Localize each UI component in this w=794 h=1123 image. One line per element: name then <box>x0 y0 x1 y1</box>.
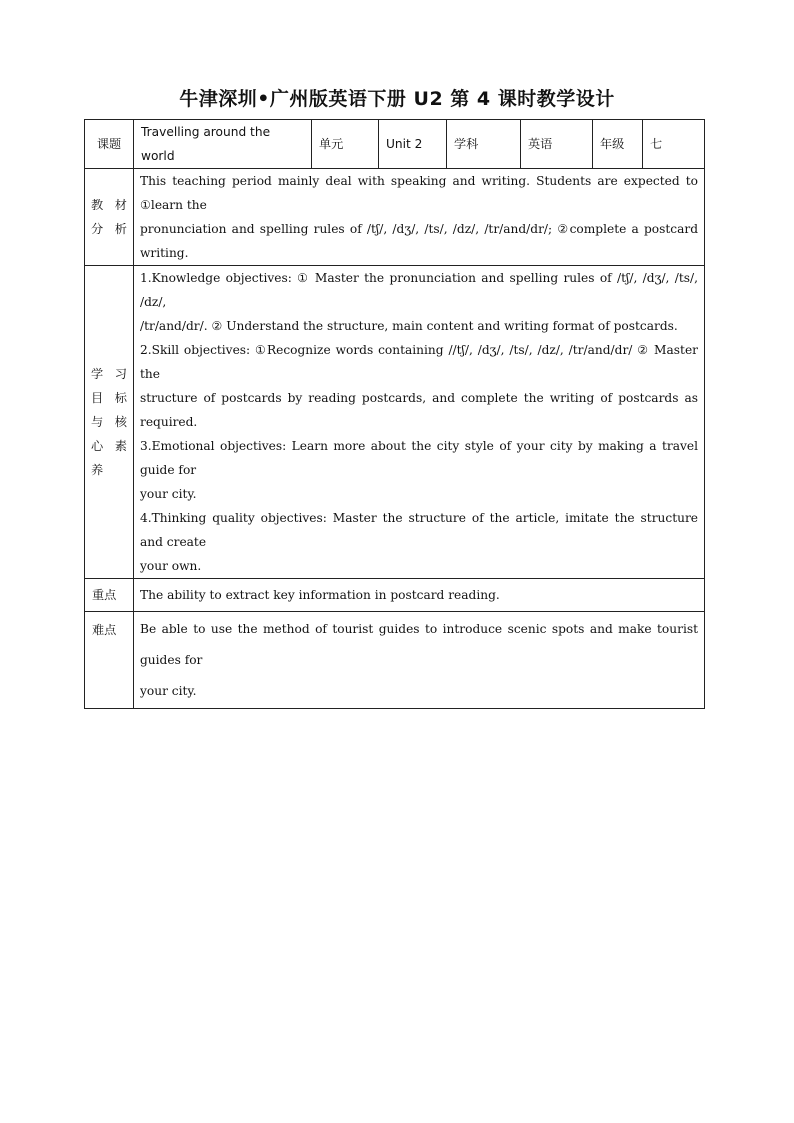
grade-label: 年级 <box>593 120 643 169</box>
objectives-text <box>134 266 705 579</box>
objectives-label-line: 与 核 <box>91 415 127 429</box>
objectives-row <box>85 266 705 579</box>
analysis-label-line: 教 材 <box>91 198 127 212</box>
objectives-line: 3.Emotional objectives: Learn more about the city style of your city by making a travel guide for <box>140 439 698 477</box>
analysis-row <box>85 169 705 266</box>
analysis-text <box>134 169 705 266</box>
objectives-line: your city. <box>140 487 197 501</box>
key-point-row <box>85 579 705 612</box>
analysis-text-line: pronunciation and spelling rules of /tʃ/, /dʒ/, /ts/, /dz/, /tr/and/dr/; ②complete a postcard writing. <box>140 222 698 260</box>
page-title: 牛津深圳•广州版英语下册 U2 第 4 课时教学设计 <box>179 88 615 110</box>
lesson-plan-table <box>84 119 705 709</box>
objectives-line: 1.Knowledge objectives: ① Master the pronunciation and spelling rules of /tʃ/, /dʒ/, /ts/, /dz/, <box>140 271 698 309</box>
grade-value: 七 <box>643 120 705 169</box>
difficulty-text-line: your city. <box>140 684 197 698</box>
difficulty-text-line: Be able to use the method of tourist guides to introduce scenic spots and make tourist guides for <box>140 622 698 667</box>
objectives-line: your own. <box>140 559 202 573</box>
objectives-line: structure of postcards by reading postcards, and complete the writing of postcards as required. <box>140 391 698 429</box>
objectives-line: 2.Skill objectives: ①Recognize words containing //tʃ/, /dʒ/, /ts/, /dz/, /tr/and/dr/ ② Master the <box>140 343 698 381</box>
topic-label: 课题 <box>85 120 134 169</box>
objectives-label-line: 心 素 <box>91 439 127 453</box>
subject-label: 学科 <box>447 120 521 169</box>
unit-label: 单元 <box>312 120 379 169</box>
key-point-label: 重点 <box>85 579 134 612</box>
objectives-label <box>85 266 134 579</box>
analysis-text-line: This teaching period mainly deal with speaking and writing. Students are expected to ①learn the <box>140 174 698 212</box>
difficulty-row <box>85 612 705 709</box>
key-point-text: The ability to extract key information in postcard reading. <box>134 579 705 612</box>
objectives-label-line: 养 <box>91 463 104 477</box>
unit-value: Unit 2 <box>379 120 447 169</box>
objectives-label-line: 学习 <box>91 367 127 381</box>
objectives-label-line: 目 标 <box>91 391 127 405</box>
analysis-label <box>85 169 134 266</box>
analysis-label-line: 分析 <box>91 222 127 236</box>
difficulty-text <box>134 612 705 709</box>
objectives-line: 4.Thinking quality objectives: Master the structure of the article, imitate the structure and create <box>140 511 698 549</box>
difficulty-label: 难点 <box>85 612 134 709</box>
objectives-line: /tr/and/dr/. ② Understand the structure, main content and writing format of postcards. <box>140 319 678 333</box>
header-row <box>85 120 705 169</box>
subject-value: 英语 <box>521 120 593 169</box>
topic-value: Travelling around the world <box>134 120 312 169</box>
